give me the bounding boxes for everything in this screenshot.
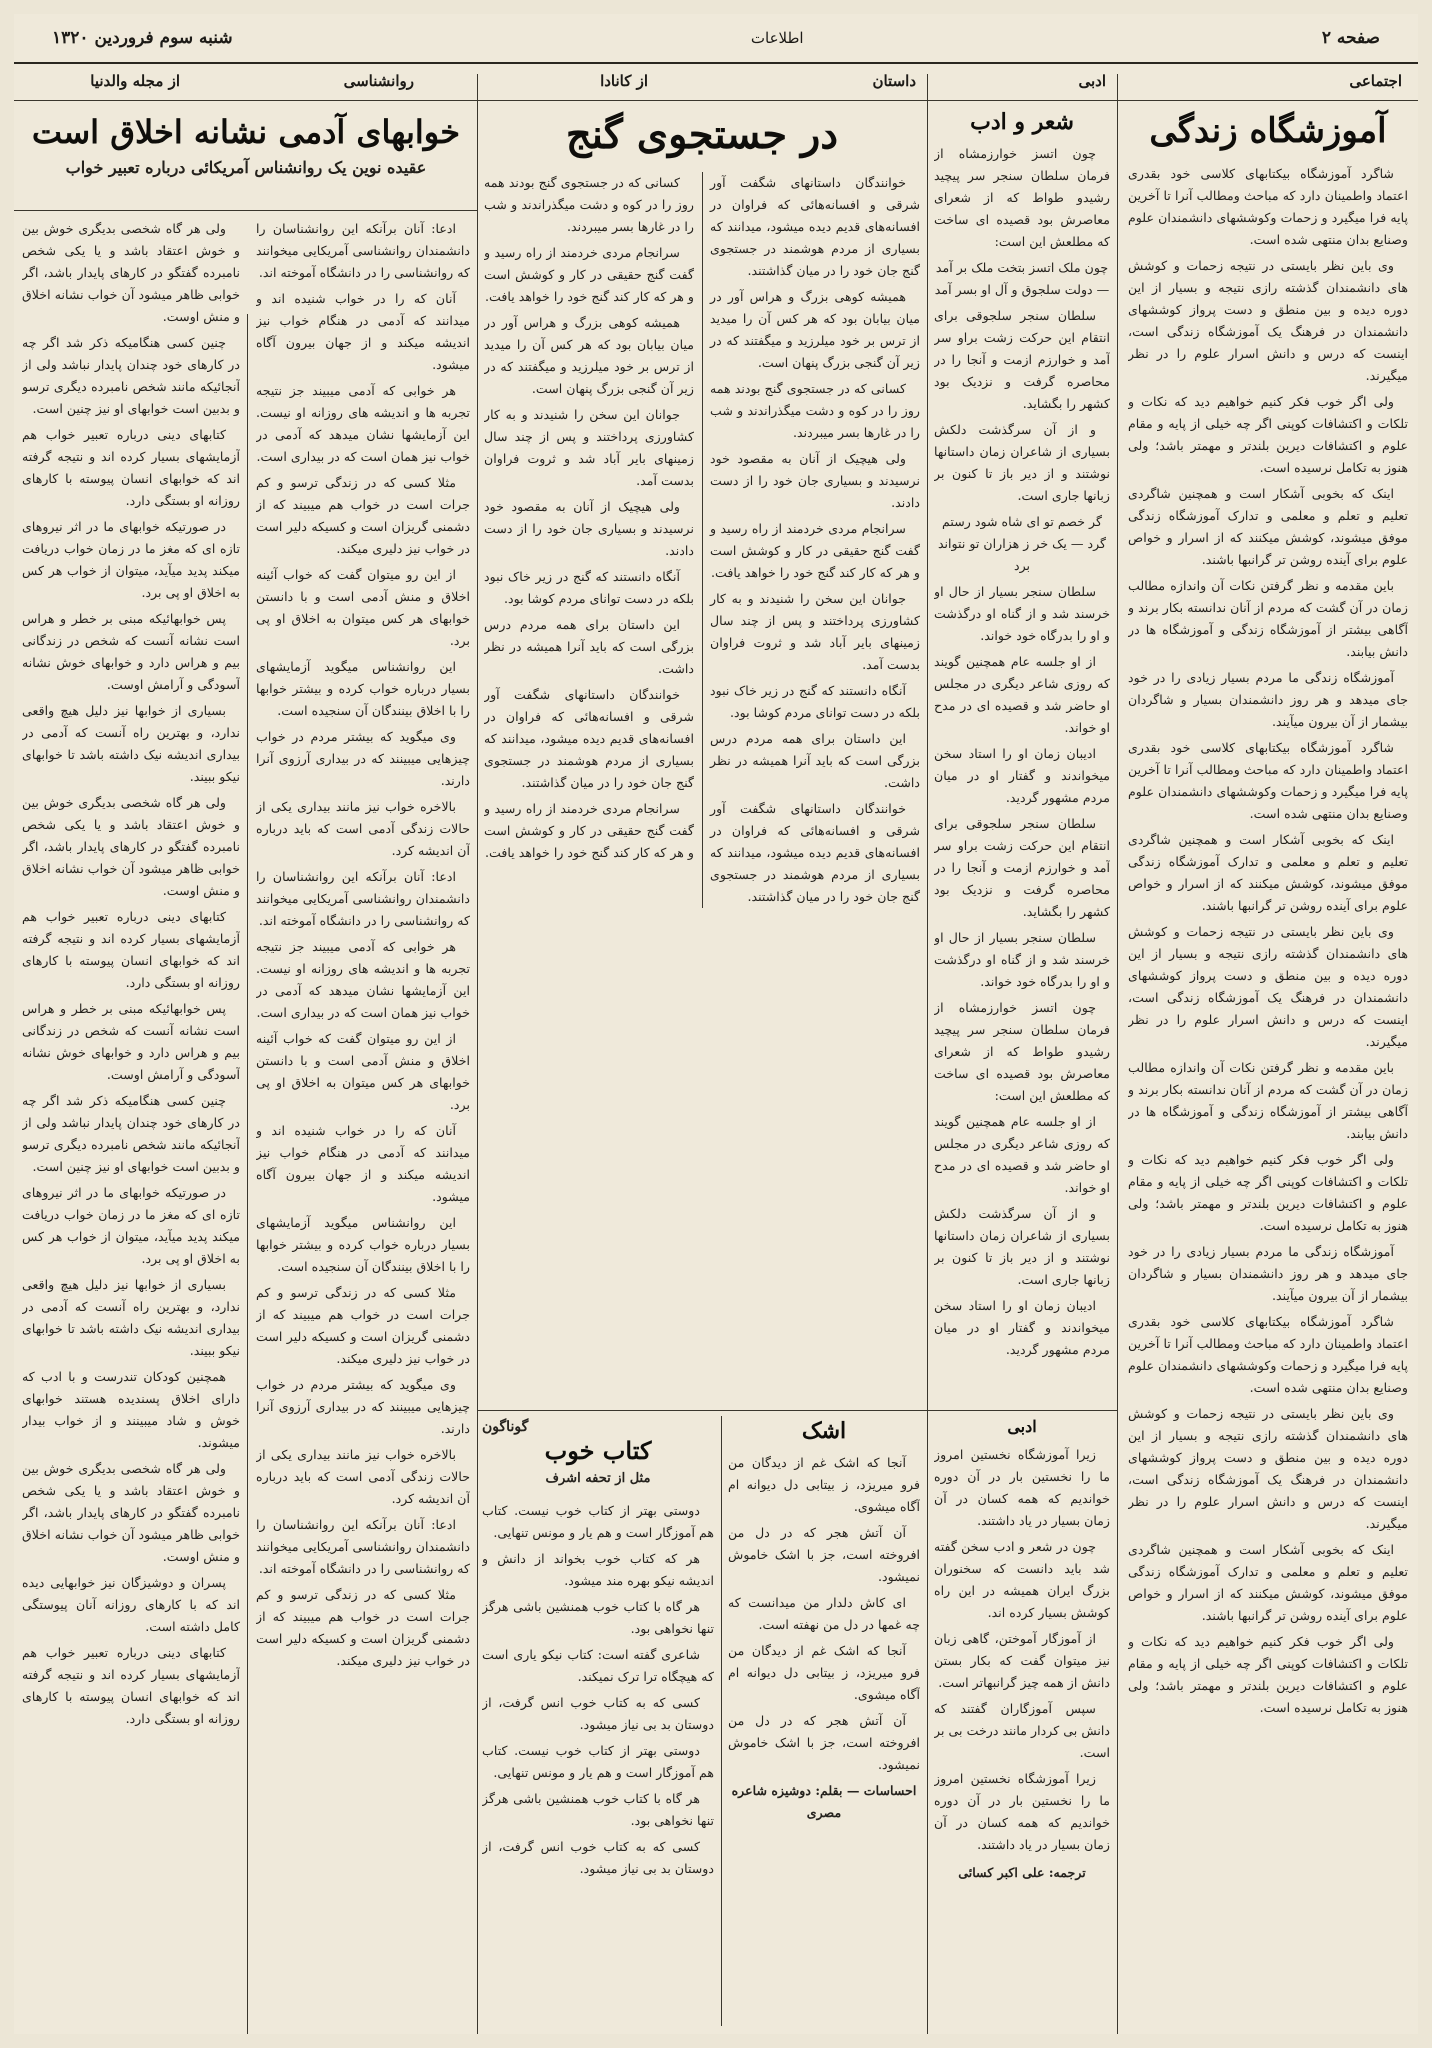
paragraph: از او جلسه عام همچنین گویند که روزی شاعر دیگری در مجلس او حاضر شد و قصیده ای در مدح او خواند. [934, 654, 1110, 736]
social-body [1128, 163, 1408, 1719]
paragraph: وی میگوید که بیشتر مردم در خواب چیزهایی میبینند که در بیداری آرزوی آنرا دارند. [256, 729, 470, 788]
credit: احساسات — بقلم: دوشیزه شاعره مصری [731, 1783, 917, 1820]
paragraph: و از آن سرگذشت دلکش بسیاری از شاعران زمان داستانها نوشتند و از دیر باز تا کنون بر زبانها جاری است. [934, 1206, 1110, 1288]
paragraph: آنگاه دانستند که گنج در زیر خاک نبود بلکه در دست توانای مردم کوشا بود. [484, 569, 694, 606]
paragraph: این داستان برای همه مردم درس بزرگی است که باید آنرا همیشه در نظر داشت. [484, 617, 694, 676]
paragraph: جوانان این سخن را شنیدند و به کار کشاورزی پرداختند و پس از چند سال زمینهای بایر آباد شد و ثروت فراوان بدست آمد. [484, 407, 694, 488]
paragraph: مثلا کسی که در زندگی ترسو و کم جرات است در خواب هم میبیند که از دشمنی گریزان است و کسیکه دلیر است در خواب نیز دلیری میکند. [256, 1285, 470, 1366]
paragraph: سلطان سنجر بسیار از حال او خرسند شد و از گناه او درگذشت و او را بدرگاه خود خواند. [934, 584, 1110, 644]
paragraph: از او جلسه عام همچنین گویند که روزی شاعر دیگری در مجلس او حاضر شد و قصیده ای در مدح او خواند. [934, 1114, 1110, 1196]
social-article [1128, 106, 1408, 2026]
paragraph: ولی هیچیک از آنان به مقصود خود نرسیدند و بسیاری جان خود را از دست دادند. [484, 499, 694, 558]
paragraph: باین مقدمه و نظر گرفتن نکات آن واندازه مطالب زمان در آن گشت که مردم از آنان ندانسته بکار برند و آگاهی بیشتر از آموزشگاه زندگی و آموزشگاه ها در دانش بیابند. [1128, 1060, 1408, 1142]
paragraph: خوانندگان داستانهای شگفت آور شرقی و افسانه‌هائی که فراوان در افسانه‌های قدیم دیده میشود، میدانند که بسیاری از مردم هوشمند در جستجوی گنج جان خود را در میان گذاشتند. [710, 801, 920, 904]
paragraph: همچنین کودکان تندرست و با ادب که دارای اخلاق پسندیده هستند خوابهای خوش و شاد میبینند و از خواب بیدار میشوند. [22, 1369, 240, 1450]
paragraph: خوانندگان داستانهای شگفت آور شرقی و افسانه‌هائی که فراوان در افسانه‌های قدیم دیده میشود، میدانند که بسیاری از مردم هوشمند در جستجوی گنج جان خود را در میان گذاشتند. [484, 687, 694, 790]
paragraph: این روانشناس میگوید آزمایشهای بسیار درباره خواب کرده و بیشتر خوابها را با اخلاق بینندگان آن سنجیده است. [256, 659, 470, 718]
psychology-article [22, 218, 240, 2028]
paragraph: همیشه کوهی بزرگ و هراس آور در میان بیابان بود که هر کس آن را میدید از ترس بر خود میلرزید و میگفتند که در زیر آن گنجی بزرگ پنهان است. [484, 315, 694, 396]
section-label-psychology: روانشناسی [343, 72, 414, 90]
book-box [482, 1416, 714, 2026]
date-line: شنبه سوم فروردین ۱۳۲۰ [52, 28, 233, 48]
paragraph: کتابهای دینی درباره تعبیر خواب هم آزمایشهای بسیار کرده اند و نتیجه گرفته اند که خوابهای انسان پیوسته با کارهای روزانه او بستگی دارد. [22, 1645, 240, 1726]
paragraph: بسیاری از خوابها نیز دلیل هیچ واقعی ندارد، و بهترین راه آنست که آدمی در بیداری اندیشه نیک داشته باشد تا خوابهای نیکو ببیند. [22, 703, 240, 784]
paragraph: کسانی که در جستجوی گنج بودند همه روز را در کوه و دشت میگذراندند و شب را در غارها بسر میبردند. [484, 175, 694, 234]
paragraph: کسی که به کتاب خوب انس گرفت، از دوستان بد بی نیاز میشود. [482, 1695, 714, 1732]
section-label-from-magazine: از مجله والدنیا [90, 72, 180, 90]
paragraph: پس خوابهائیکه مبنی بر خطر و هراس است نشانه آنست که شخص در زندگانی بیم و هراس دارد و خوابهای خوش نشانه آسودگی و آرامش اوست. [22, 1001, 240, 1082]
paragraph: ادعا: آنان برآنکه این روانشناسان را دانشمندان روانشناسی آمریکایی میخوانند که روانشناسی را در دانشگاه آموخته اند. [256, 1517, 470, 1576]
paragraph: سپس آموزگاران گفتند که دانش بی کردار مانند درخت بی بر است. [934, 1701, 1110, 1760]
running-head [14, 14, 1418, 64]
paragraph: ولی هر گاه شخصی بدیگری خوش بین و خوش اعتقاد باشد و یا یکی شخص نامبرده گفتگو در کارهای پایدار باشد، اگر خوابی ظاهر میشود آن خواب نشانه اخلاق و منش اوست. [22, 795, 240, 898]
section-label-from-canada: از کانادا [600, 72, 648, 90]
paragraph: دوستی بهتر از کتاب خوب نیست. کتاب هم آموزگار است و هم یار و مونس تنهایی. [482, 1503, 714, 1540]
paragraph: سرانجام مردی خردمند از راه رسید و گفت گنج حقیقی در کار و کوشش است و هر که کار کند گنج خود را خواهد یافت. [484, 801, 694, 860]
paragraph: سرانجام مردی خردمند از راه رسید و گفت گنج حقیقی در کار و کوشش است و هر که کار کند گنج خود را خواهد یافت. [484, 245, 694, 304]
paragraph: هر که کتاب خوب بخواند از دانش و اندیشه نیکو بهره مند میشود. [482, 1551, 714, 1588]
paragraph: ادیبان زمان او را استاد سخن میخواندند و گفتار او در میان مردم مشهور گردید. [934, 1298, 1110, 1358]
paragraph: جوانان این سخن را شنیدند و به کار کشاورزی پرداختند و پس از چند سال زمینهای بایر آباد شد و ثروت فراوان بدست آمد. [710, 591, 920, 672]
paragraph: در صورتیکه خوابهای ما در اثر نیروهای تازه ای که مغز ما در زمان خواب دریافت میکند پدید میآید، میتوان از خواب هر کس به اخلاق او پی برد. [22, 519, 240, 600]
paragraph: ادعا: آنان برآنکه این روانشناسان را دانشمندان روانشناسی آمریکایی میخوانند که روانشناسی را در دانشگاه آموخته اند. [256, 221, 470, 280]
credit: ترجمه: علی اکبر کسائی [958, 1865, 1086, 1880]
paragraph: وی باین نظر بایستی در نتیجه زحمات و کوشش های دانشمندان گذشته رازی نتیجه و بسیار از این دوره دیده و بین منطق و دست پرواز کوششهای دانشمندان در فرهنگ یک آموزشگاه زندگی است، اینست که درس و دانش اسرار علوم را در نظر میگیرند. [1128, 1406, 1408, 1532]
paragraph: سرانجام مردی خردمند از راه رسید و گفت گنج حقیقی در کار و کوشش است و هر که کار کند گنج خود را خواهد یافت. [710, 521, 920, 580]
paragraph: شاگرد آموزشگاه بیکتابهای کلاسی خود بقدری اعتماد واطمینان دارد که مباحث ومطالب آنرا تا آخرین پایه فرا میگیرد و زحمات وکوششهای دانشمندان علوم وصنایع بدان منتهی شده است. [1128, 740, 1408, 822]
section-label-story: داستان [872, 72, 916, 90]
paragraph: آموزشگاه زندگی ما مردم بسیار زیادی را در خود جای میدهد و هر روز دانشمندان بسیار و شاگردان بیشمار از آن بیرون میآیند. [1128, 670, 1408, 730]
literary-headline: شعر و ادب [970, 109, 1074, 135]
page-label: صفحه ۲ [1321, 28, 1380, 48]
paragraph: وی میگوید که بیشتر مردم در خواب چیزهایی میبینند که در بیداری آرزوی آنرا دارند. [256, 1377, 470, 1436]
paragraph: وی باین نظر بایستی در نتیجه زحمات و کوشش های دانشمندان گذشته رازی نتیجه و بسیار از این دوره دیده و بین منطق و دست پرواز کوششهای دانشمندان در فرهنگ یک آموزشگاه زندگی است، اینست که درس و دانش اسرار علوم را در نظر میگیرند. [1128, 258, 1408, 384]
verse: گر خصم تو ای شاه شود رستم گرد — یک خر ز هزاران تو نتواند برد [937, 514, 1107, 574]
newspaper-page [14, 14, 1418, 2034]
column-rule [927, 74, 928, 2034]
psychology-headline-block [22, 106, 470, 206]
paragraph: و از آن سرگذشت دلکش بسیاری از شاعران زمان داستانها نوشتند و از دیر باز تا کنون بر زبانها جاری است. [934, 422, 1110, 504]
paragraph: شاگرد آموزشگاه بیکتابهای کلاسی خود بقدری اعتماد واطمینان دارد که مباحث ومطالب آنرا تا آخرین پایه فرا میگیرد و زحمات وکوششهای دانشمندان علوم وصنایع بدان منتهی شده است. [1128, 166, 1408, 248]
label-underline [14, 100, 1418, 101]
paragraph: ادیبان زمان او را استاد سخن میخواندند و گفتار او در میان مردم مشهور گردید. [934, 746, 1110, 806]
paragraph: هر گاه با کتاب خوب همنشین باشی هرگز تنها نخواهی بود. [482, 1599, 714, 1636]
paragraph: ولی اگر خوب فکر کنیم خواهیم دید که نکات و تلکات و اکتشافات کوپنی اگر چه خیلی از پایه و مقام علوم و اکتشافات دیرین بلندتر و مهمتر باشد؛ ولی هنوز به تکامل نرسیده است. [1128, 394, 1408, 476]
ashk-box [728, 1416, 920, 2026]
paragraph: وی باین نظر بایستی در نتیجه زحمات و کوشش های دانشمندان گذشته رازی نتیجه و بسیار از این دوره دیده و بین منطق و دست پرواز کوششهای دانشمندان در فرهنگ یک آموزشگاه زندگی است، اینست که درس و دانش اسرار علوم را در نظر میگیرند. [1128, 924, 1408, 1050]
paragraph: چون اتسز خوارزمشاه از فرمان سلطان سنجر سر پیچید رشیدو طواط که از شعرای معاصرش بود قصیده ای ساخت که مطلعش این است: [934, 146, 1110, 250]
paragraph: پس خوابهائیکه مبنی بر خطر و هراس است نشانه آنست که شخص در زندگانی بیم و هراس دارد و خوابهای خوش نشانه آسودگی و آرامش اوست. [22, 611, 240, 692]
paragraph: آنجا که اشک غم از دیدگان من فرو میریزد، ز بیتابی دل دیوانه ام آگاه میشوی. [728, 1455, 920, 1514]
paragraph: این داستان برای همه مردم درس بزرگی است که باید آنرا همیشه در نظر داشت. [710, 731, 920, 790]
paragraph: بسیاری از خوابها نیز دلیل هیچ واقعی ندارد، و بهترین راه آنست که آدمی در بیداری اندیشه نیک داشته باشد تا خوابهای نیکو ببیند. [22, 1277, 240, 1358]
psychology-headline: خوابهای آدمی نشانه اخلاق است [31, 113, 461, 151]
paragraph: آنگاه دانستند که گنج در زیر خاک نبود بلکه در دست توانای مردم کوشا بود. [710, 683, 920, 720]
paragraph: اینک که بخوبی آشکار است و همچنین شاگردی تعلیم و تعلم و معلمی و تدارک آموزشگاه زندگی موفق میشوند، کوشش میکنند که از اسرار و خواص علوم برای آینده روشن تر گرانبها باشند. [1128, 486, 1408, 568]
column-rule [1117, 74, 1118, 2034]
section-label-social: اجتماعی [1349, 72, 1402, 90]
paragraph: ولی هر گاه شخصی بدیگری خوش بین و خوش اعتقاد باشد و یا یکی شخص نامبرده گفتگو در کارهای پایدار باشد، اگر خوابی ظاهر میشود آن خواب نشانه اخلاق و منش اوست. [22, 221, 240, 324]
section-divider [478, 1410, 1118, 1411]
ashk-title: اشک [801, 1418, 847, 1444]
paragraph: ولی اگر خوب فکر کنیم خواهیم دید که نکات و تلکات و اکتشافات کوپنی اگر چه خیلی از پایه و مقام علوم و اکتشافات دیرین بلندتر و مهمتر باشد؛ ولی هنوز به تکامل نرسیده است. [1128, 1152, 1408, 1234]
social-headline: آموزشگاه زندگی [1149, 111, 1387, 151]
box-rule [721, 1416, 722, 2026]
story-article [484, 106, 920, 1406]
paragraph: از این رو میتوان گفت که خواب آئینه اخلاق و منش آدمی است و با دانستن خوابهای هر کس میتوان به اخلاق او پی برد. [256, 567, 470, 648]
paragraph: شاعری گفته است: کتاب نیکو یاری است که هیچگاه ترا ترک نمیکند. [482, 1647, 714, 1684]
paragraph: هر گاه با کتاب خوب همنشین باشی هرگز تنها نخواهی بود. [482, 1791, 714, 1828]
paragraph: کسی که به کتاب خوب انس گرفت، از دوستان بد بی نیاز میشود. [482, 1839, 714, 1876]
column-rule [477, 74, 478, 2034]
paragraph: از این رو میتوان گفت که خواب آئینه اخلاق و منش آدمی است و با دانستن خوابهای هر کس میتوان به اخلاق او پی برد. [256, 1031, 470, 1112]
paragraph: ولی اگر خوب فکر کنیم خواهیم دید که نکات و تلکات و اکتشافات کوپنی اگر چه خیلی از پایه و مقام علوم و اکتشافات دیرین بلندتر و مهمتر باشد؛ ولی هنوز به تکامل نرسیده است. [1128, 1634, 1408, 1716]
paragraph: آن آتش هجر که در دل من افروخته است، جز با اشک خاموش نمیشود. [728, 1713, 920, 1772]
paragraph: این روانشناس میگوید آزمایشهای بسیار درباره خواب کرده و بیشتر خوابها را با اخلاق بینندگان آن سنجیده است. [256, 1215, 470, 1274]
paragraph: بالاخره خواب نیز مانند بیداری یکی از حالات زندگی آدمی است که باید درباره آن اندیشه کرد. [256, 1447, 470, 1506]
paragraph: چون در شعر و ادب سخن گفته شد باید دانست که سخنوران بزرگ ایران همیشه در این راه کوشش بسیار کرده اند. [934, 1539, 1110, 1620]
paragraph: چنین کسی هنگامیکه ذکر شد اگر چه در کارهای خود چندان پایدار نباشد ولی از آنجائیکه مانند شخص نامبرده دیگری ترسو و بدبین است خوابهای او نیز چنین است. [22, 1093, 240, 1174]
paragraph: هر خوابی که آدمی میبیند جز نتیجه تجربه ها و اندیشه های روزانه او نیست. این آزمایشها نشان میدهد که آدمی در خواب نیز همان است که در بیداری است. [256, 383, 470, 464]
paragraph: اینک که بخوبی آشکار است و همچنین شاگردی تعلیم و تعلم و معلمی و تدارک آموزشگاه زندگی موفق میشوند، کوشش میکنند که از اسرار و خواص علوم برای آینده روشن تر گرانبها باشند. [1128, 832, 1408, 914]
literary-box-title: ادبی [1007, 1417, 1037, 1436]
literary-box [934, 1416, 1110, 2026]
paragraph: دوستی بهتر از کتاب خوب نیست. کتاب هم آموزگار است و هم یار و مونس تنهایی. [482, 1743, 714, 1780]
paragraph: خوانندگان داستانهای شگفت آور شرقی و افسانه‌هائی که فراوان در افسانه‌های قدیم دیده میشود، میدانند که بسیاری از مردم هوشمند در جستجوی گنج جان خود را در میان گذاشتند. [710, 175, 920, 278]
paragraph: سلطان سنجر سلجوقی برای انتقام این حرکت زشت براو سر آمد و خوارزم ازمت و آنجا را در محاصره گرفت و نزدیک بود کشهر را بگشاید. [934, 816, 1110, 920]
paragraph: ادعا: آنان برآنکه این روانشناسان را دانشمندان روانشناسی آمریکایی میخوانند که روانشناسی را در دانشگاه آموخته اند. [256, 869, 470, 928]
paragraph: هر خوابی که آدمی میبیند جز نتیجه تجربه ها و اندیشه های روزانه او نیست. این آزمایشها نشان میدهد که آدمی در خواب نیز همان است که در بیداری است. [256, 939, 470, 1020]
paragraph: سلطان سنجر بسیار از حال او خرسند شد و از گناه او درگذشت و او را بدرگاه خود خواند. [934, 930, 1110, 990]
paragraph: آنجا که اشک غم از دیدگان من فرو میریزد، ز بیتابی دل دیوانه ام آگاه میشوی. [728, 1643, 920, 1702]
paragraph: ولی هر گاه شخصی بدیگری خوش بین و خوش اعتقاد باشد و یا یکی شخص نامبرده گفتگو در کارهای پایدار باشد، اگر خوابی ظاهر میشود آن خواب نشانه اخلاق و منش اوست. [22, 1461, 240, 1564]
paragraph: از آموزگار آموختن، گاهی زبان نیز میتوان گفت که بکار بستن دانش از همه چیز گرانبهاتر است. [934, 1631, 1110, 1690]
paragraph: مثلا کسی که در زندگی ترسو و کم جرات است در خواب هم میبیند که از دشمنی گریزان است و کسیکه دلیر است در خواب نیز دلیری میکند. [256, 1587, 470, 1668]
paragraph: آنان که را در خواب شنیده اند و میدانند که آدمی در هنگام خواب نیز اندیشه میکند و از جهان بیرون آگاه میشود. [256, 1123, 470, 1204]
literary-article [934, 106, 1110, 1406]
paragraph: پسران و دوشیزگان نیز خوابهایی دیده اند که با کارهای روزانه آنان پیوستگی کامل داشته است. [22, 1575, 240, 1634]
paragraph: آموزشگاه زندگی ما مردم بسیار زیادی را در خود جای میدهد و هر روز دانشمندان بسیار و شاگردان بیشمار از آن بیرون میآیند. [1128, 1244, 1408, 1304]
paragraph: آنان که را در خواب شنیده اند و میدانند که آدمی در هنگام خواب نیز اندیشه میکند و از جهان بیرون آگاه میشود. [256, 291, 470, 372]
paragraph: سلطان سنجر سلجوقی برای انتقام این حرکت زشت براو سر آمد و خوارزم ازمت و آنجا را در محاصره گرفت و نزدیک بود کشهر را بگشاید. [934, 308, 1110, 412]
psychology-subtitle: عقیده نوین یک روانشناس آمریکائی درباره تعبیر خواب [65, 157, 427, 177]
paragraph: اینک که بخوبی آشکار است و همچنین شاگردی تعلیم و تعلم و معلمی و تدارک آموزشگاه زندگی موفق میشوند، کوشش میکنند که از اسرار و خواص علوم برای آینده روشن تر گرانبها باشند. [1128, 1542, 1408, 1624]
paragraph: شاگرد آموزشگاه بیکتابهای کلاسی خود بقدری اعتماد واطمینان دارد که مباحث ومطالب آنرا تا آخرین پایه فرا میگیرد و زحمات وکوششهای دانشمندان علوم وصنایع بدان منتهی شده است. [1128, 1314, 1408, 1396]
paragraph: آن آتش هجر که در دل من افروخته است، جز با اشک خاموش نمیشود. [728, 1525, 920, 1584]
paragraph: همیشه کوهی بزرگ و هراس آور در میان بیابان بود که هر کس آن را میدید از ترس بر خود میلرزید و میگفتند که در زیر آن گنجی بزرگ پنهان است. [710, 289, 920, 370]
paragraph: باین مقدمه و نظر گرفتن نکات آن واندازه مطالب زمان در آن گشت که مردم از آنان ندانسته بکار برند و آگاهی بیشتر از آموزشگاه زندگی و آموزشگاه ها در دانش بیابند. [1128, 578, 1408, 660]
masthead: اطلاعات [750, 29, 804, 47]
column-rule [247, 314, 248, 2034]
paragraph: در صورتیکه خوابهای ما در اثر نیروهای تازه ای که مغز ما در زمان خواب دریافت میکند پدید میآید، میتوان از خواب هر کس به اخلاق او پی برد. [22, 1185, 240, 1266]
book-subtitle: مثل از تحفه اشرف [545, 1471, 651, 1486]
paragraph: بالاخره خواب نیز مانند بیداری یکی از حالات زندگی آدمی است که باید درباره آن اندیشه کرد. [256, 799, 470, 858]
paragraph: زیرا آموزشگاه نخستین امروز ما را نخستین بار در آن دوره خواندیم که همه کسان در آن زمان بسیار در یاد داشتند. [934, 1447, 1110, 1528]
book-title: کتاب خوب [544, 1436, 652, 1465]
paragraph: مثلا کسی که در زندگی ترسو و کم جرات است در خواب هم میبیند که از دشمنی گریزان است و کسیکه دلیر است در خواب نیز دلیری میکند. [256, 475, 470, 556]
misc-label: گوناگون [482, 1419, 529, 1435]
paragraph: ولی هیچیک از آنان به مقصود خود نرسیدند و بسیاری جان خود را از دست دادند. [710, 451, 920, 510]
paragraph: زیرا آموزشگاه نخستین امروز ما را نخستین بار در آن دوره خواندیم که همه کسان در آن زمان بسیار در یاد داشتند. [934, 1771, 1110, 1852]
psychology-mid-article [256, 218, 470, 2028]
story-headline: در جستجوی گنج [565, 111, 839, 158]
paragraph: چون اتسز خوارزمشاه از فرمان سلطان سنجر سر پیچید رشیدو طواط که از شعرای معاصرش بود قصیده ای ساخت که مطلعش این است: [934, 1000, 1110, 1104]
headline-divider [14, 210, 478, 211]
story-body [484, 172, 920, 908]
section-label-literary: ادبی [1078, 72, 1106, 90]
paragraph: کتابهای دینی درباره تعبیر خواب هم آزمایشهای بسیار کرده اند و نتیجه گرفته اند که خوابهای انسان پیوسته با کارهای روزانه او بستگی دارد. [22, 427, 240, 508]
paragraph: ای کاش دلدار من میدانست که چه غمها در دل من نهفته است. [728, 1595, 920, 1632]
paragraph: کسانی که در جستجوی گنج بودند همه روز را در کوه و دشت میگذراندند و شب را در غارها بسر میبردند. [710, 381, 920, 440]
verse: چون ملک اتسز بتخت ملک بر آمد — دولت سلجوق و آل او بسر آمد [934, 260, 1110, 298]
paragraph: چنین کسی هنگامیکه ذکر شد اگر چه در کارهای خود چندان پایدار نباشد ولی از آنجائیکه مانند شخص نامبرده دیگری ترسو و بدبین است خوابهای او نیز چنین است. [22, 335, 240, 416]
paragraph: کتابهای دینی درباره تعبیر خواب هم آزمایشهای بسیار کرده اند و نتیجه گرفته اند که خوابهای انسان پیوسته با کارهای روزانه او بستگی دارد. [22, 909, 240, 990]
